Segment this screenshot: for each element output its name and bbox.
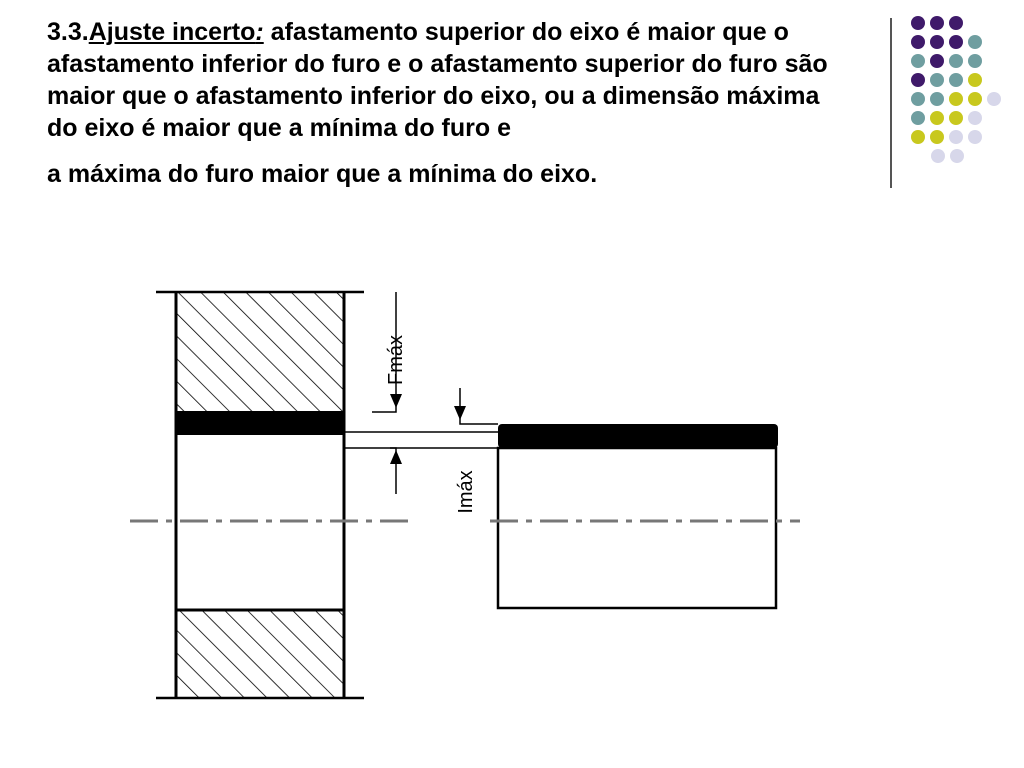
decor-dot [930, 111, 944, 125]
decor-dot [911, 35, 925, 49]
decor-dot [930, 54, 944, 68]
hole-wall-lower-hatch [176, 610, 344, 698]
decor-dot [950, 149, 964, 163]
decor-dot [911, 54, 925, 68]
decor-dot [949, 73, 963, 87]
imax-arrow-head-bottom [390, 450, 402, 464]
hole-tolerance-zone [176, 411, 344, 435]
decor-dot [968, 35, 982, 49]
decor-dot [968, 130, 982, 144]
decor-dot [911, 73, 925, 87]
hole-wall-upper-hatch [176, 292, 344, 412]
decor-dot [949, 92, 963, 106]
decor-dot [949, 35, 963, 49]
paragraph-1 [47, 16, 847, 144]
decor-dot [930, 16, 944, 30]
fit-tolerance-diagram [120, 280, 820, 710]
decor-dot [987, 92, 1001, 106]
heading-colon: : [255, 18, 264, 46]
shaft-tolerance-zone [498, 424, 778, 448]
fmax-arrow-head [390, 394, 402, 408]
decor-dot [930, 92, 944, 106]
decor-dot [931, 149, 945, 163]
imax-arrow-head-top [454, 406, 466, 420]
paragraph-1-body: afastamento superior do eixo é maior que o afastamento inferior do furo e o afastamento superior do furo são maior que o afastamento inferior do eixo, ou a dimensão máxima do eixo é maior que a mínima do furo e [47, 18, 828, 142]
heading-title: Ajuste incerto [88, 18, 256, 46]
decor-dot [911, 130, 925, 144]
decor-dot [911, 16, 925, 30]
decor-dot [968, 73, 982, 87]
decor-dot [911, 92, 925, 106]
decor-dot [968, 111, 982, 125]
decor-dot [949, 16, 963, 30]
decor-dot [949, 130, 963, 144]
decor-dot [930, 35, 944, 49]
decor-dot [968, 92, 982, 106]
paragraph-2: a máxima do furo maior que a mínima do eixo. [47, 160, 598, 188]
slide-body-text [47, 16, 847, 190]
fmax-label: Fmáx [385, 335, 407, 385]
imax-label: Imáx [455, 470, 477, 514]
decor-dot [930, 73, 944, 87]
decor-dot [968, 54, 982, 68]
heading-number: 3.3. [47, 18, 89, 46]
decor-dot [911, 111, 925, 125]
shaft-body [498, 448, 776, 608]
decor-dot [930, 130, 944, 144]
decor-dot [949, 111, 963, 125]
decorative-dot-grid [900, 10, 1010, 170]
decor-dot [949, 54, 963, 68]
decorative-divider [890, 18, 892, 188]
